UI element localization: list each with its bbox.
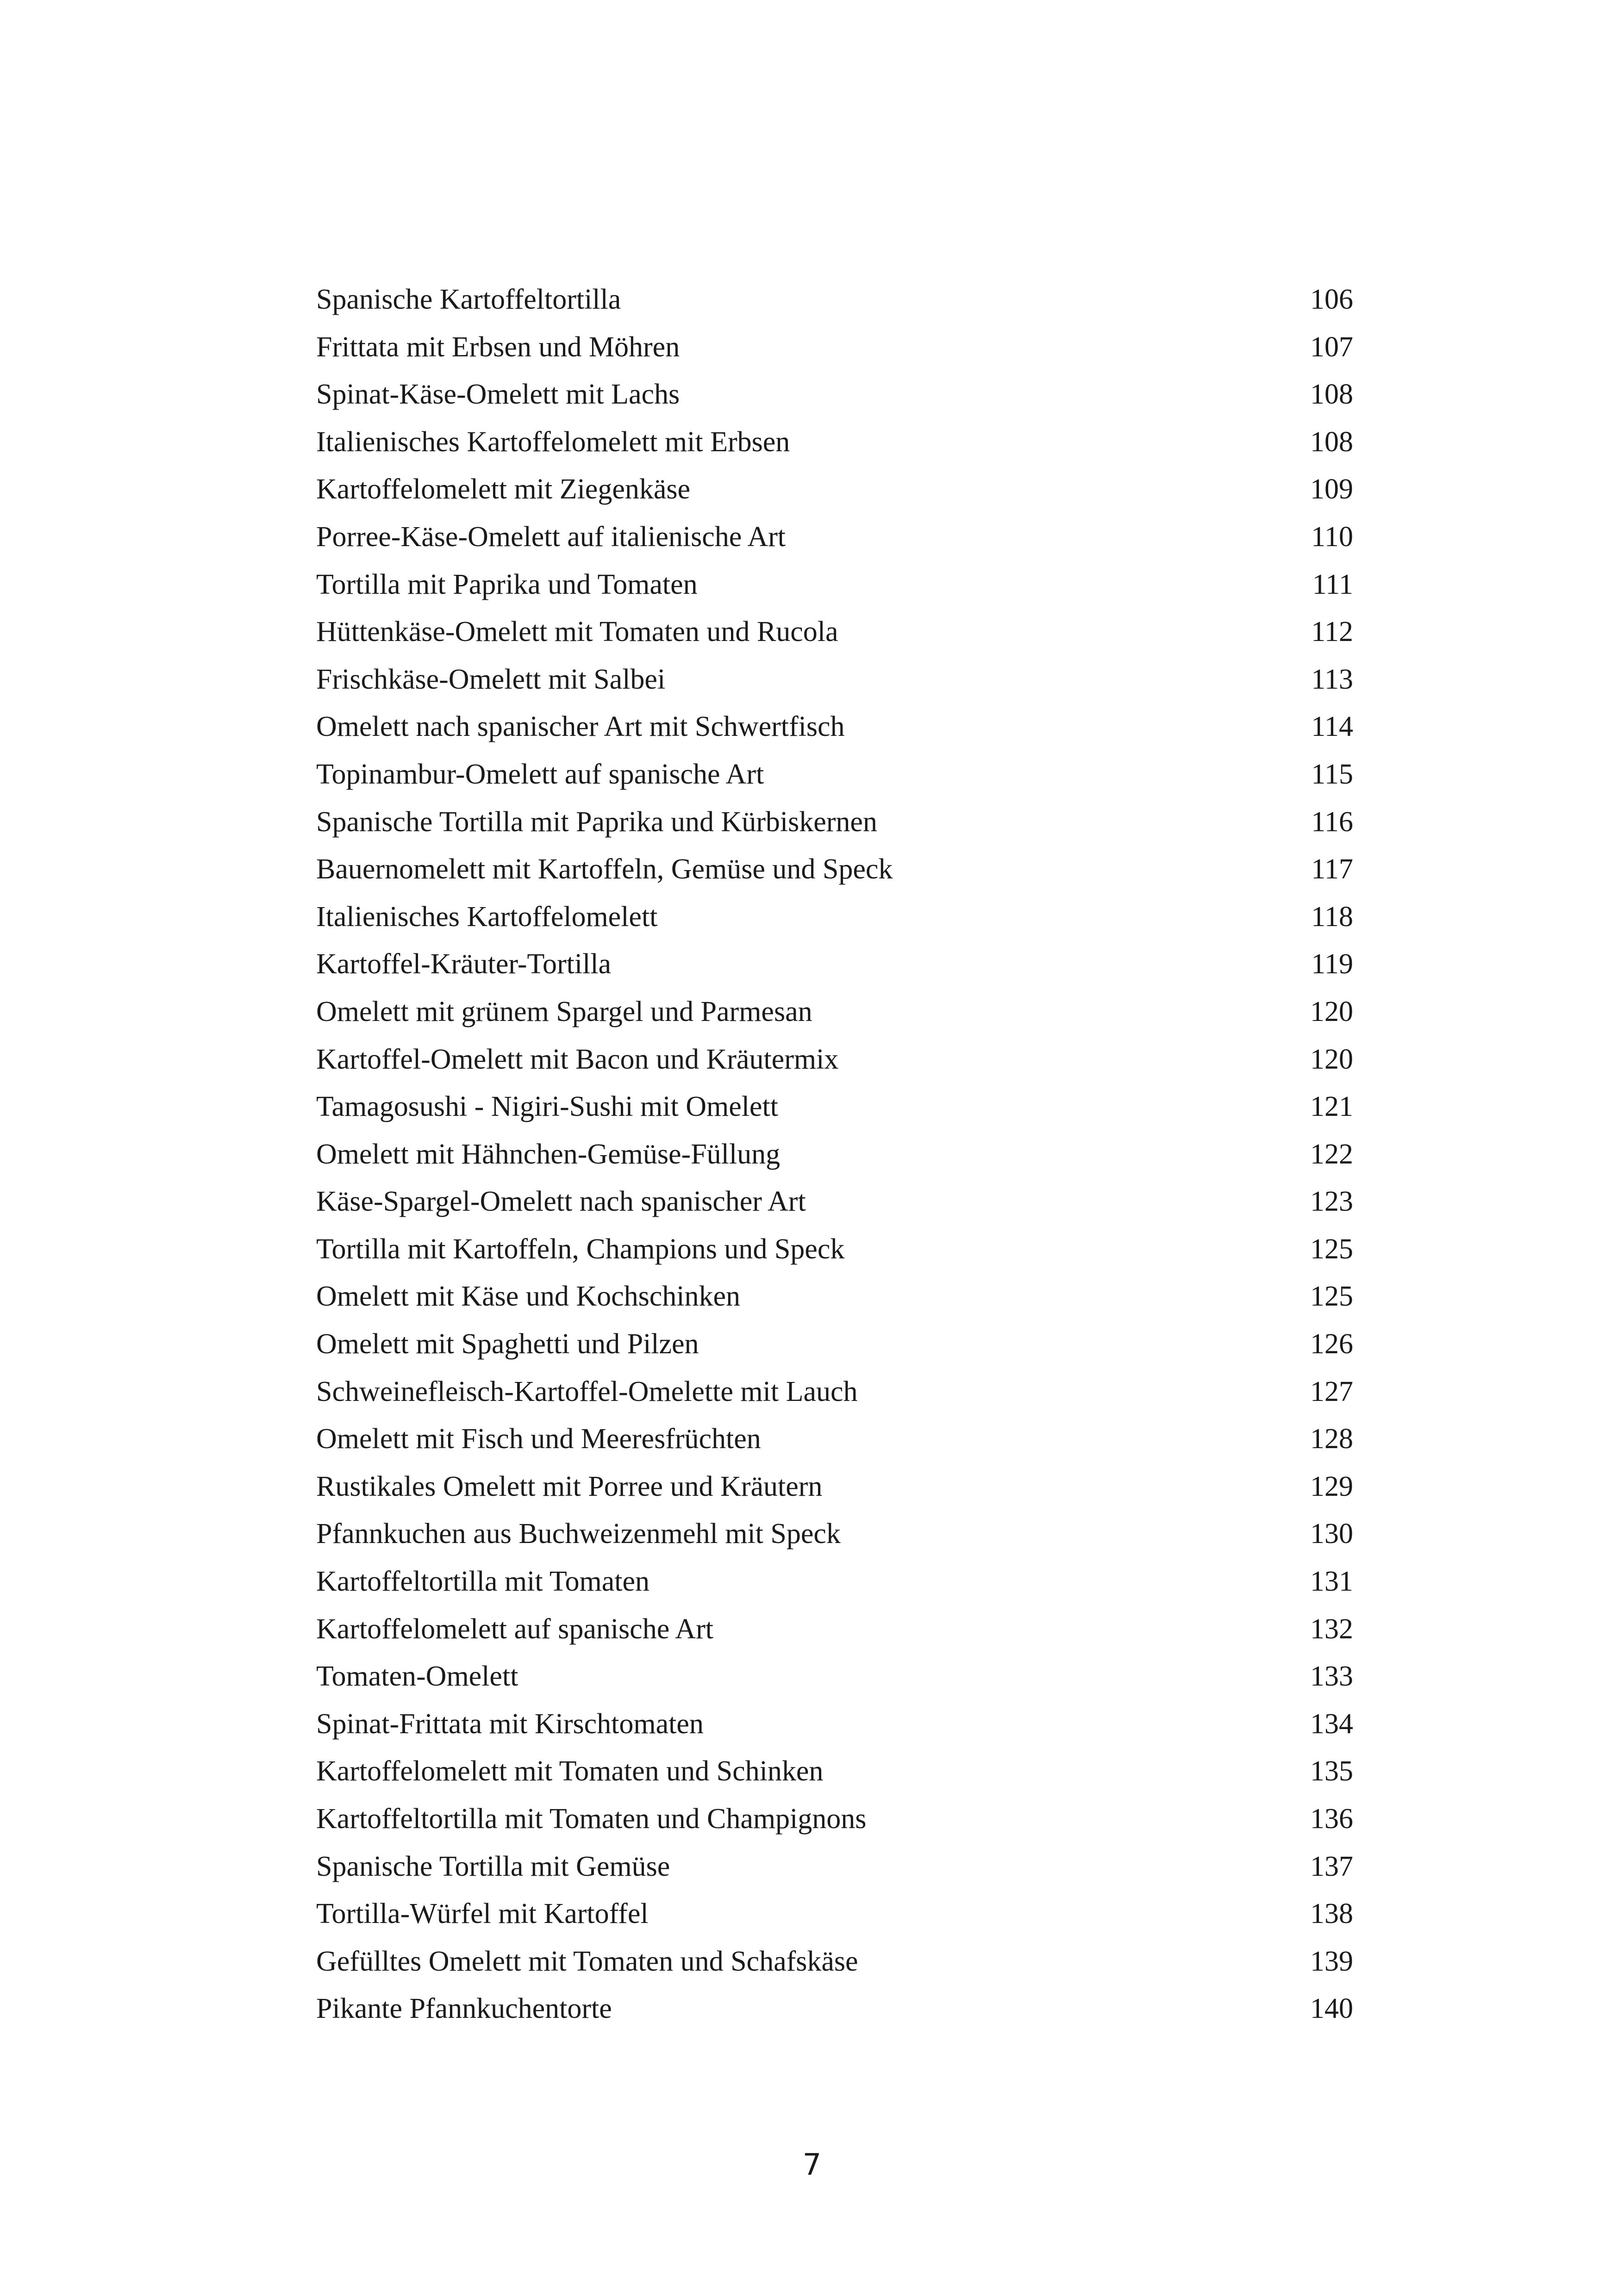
toc-entry-page: 137 (1310, 1850, 1353, 1882)
toc-entry-page: 133 (1310, 1661, 1353, 1692)
toc-entry-title: Pfannkuchen aus Buchweizenmehl mit Speck (316, 1518, 841, 1550)
toc-entry-title: Schweinefleisch-Kartoffel-Omelette mit Lauch (316, 1375, 858, 1407)
toc-entry (316, 418, 1353, 466)
toc-entry-title: Italienisches Kartoffelomelett (316, 901, 658, 933)
toc-entry (316, 1985, 1353, 2033)
toc-entry (316, 1463, 1353, 1511)
toc-entry-title: Tamagosushi - Nigiri-Sushi mit Omelett (316, 1091, 778, 1123)
toc-entry-title: Omelett mit Hähnchen-Gemüse-Füllung (316, 1138, 781, 1170)
toc-entry-page: 138 (1310, 1898, 1353, 1930)
toc-entry-title: Kartoffelomelett auf spanische Art (316, 1613, 713, 1645)
toc-entry-title: Omelett mit Spaghetti und Pilzen (316, 1328, 699, 1360)
toc-entry-title: Kartoffel-Omelett mit Bacon und Kräutermix (316, 1043, 839, 1075)
toc-entry-page: 129 (1310, 1470, 1353, 1502)
toc-entry-page: 132 (1310, 1613, 1353, 1645)
toc-entry (316, 1700, 1353, 1748)
toc-entry-title: Kartoffeltortilla mit Tomaten und Champignons (316, 1803, 867, 1835)
toc-entry-page: 139 (1310, 1945, 1353, 1977)
toc-entry-page: 120 (1310, 1043, 1353, 1075)
toc-entry-page: 106 (1310, 284, 1353, 315)
toc-entry-title: Pikante Pfannkuchentorte (316, 1993, 612, 2025)
toc-entry-title: Tortilla mit Paprika und Tomaten (316, 568, 698, 600)
toc-entry-title: Bauernomelett mit Kartoffeln, Gemüse und Speck (316, 853, 893, 885)
toc-entry-page: 127 (1310, 1375, 1353, 1407)
toc-entry (316, 1273, 1353, 1320)
toc-entry (316, 1415, 1353, 1463)
toc-entry (316, 1131, 1353, 1178)
toc-entry-page: 109 (1310, 473, 1353, 505)
toc-entry (316, 1653, 1353, 1700)
toc-entry-page: 125 (1310, 1233, 1353, 1265)
toc-entry-title: Kartoffelomelett mit Ziegenkäse (316, 473, 690, 505)
toc-entry (316, 324, 1353, 371)
toc-entry (316, 1843, 1353, 1891)
toc-entry-title: Spanische Tortilla mit Gemüse (316, 1850, 670, 1882)
toc-entry (316, 371, 1353, 418)
page-number: 7 (802, 2148, 822, 2182)
toc-entry (316, 276, 1353, 324)
toc-entry-title: Spinat-Frittata mit Kirschtomaten (316, 1708, 704, 1740)
toc-entry-title: Spinat-Käse-Omelett mit Lachs (316, 379, 680, 411)
toc-entry (316, 1558, 1353, 1605)
toc-entry (316, 1036, 1353, 1083)
toc-entry-title: Italienisches Kartoffelomelett mit Erbsen (316, 426, 790, 458)
toc-entry-page: 130 (1310, 1518, 1353, 1550)
toc-entry (316, 466, 1353, 513)
toc-entry-title: Tomaten-Omelett (316, 1661, 518, 1692)
toc-entry-title: Omelett mit Fisch und Meeresfrüchten (316, 1423, 761, 1455)
toc-entry (316, 1320, 1353, 1368)
toc-entry-title: Gefülltes Omelett mit Tomaten und Schafskäse (316, 1945, 858, 1977)
toc-entry (316, 608, 1353, 656)
toc-entry (316, 940, 1353, 988)
toc-entry-page: 112 (1311, 616, 1353, 648)
toc-entry (316, 1605, 1353, 1653)
toc-entry-page: 108 (1310, 379, 1353, 411)
toc-entry (316, 1178, 1353, 1226)
toc-entry-page: 117 (1311, 853, 1353, 885)
toc-entry (316, 703, 1353, 751)
toc-entry (316, 798, 1353, 846)
toc-entry (316, 893, 1353, 941)
toc-entry-page: 125 (1310, 1281, 1353, 1313)
toc-entry (316, 988, 1353, 1036)
toc-entry (316, 1938, 1353, 1985)
toc-entry-page: 128 (1310, 1423, 1353, 1455)
toc-entry-title: Kartoffeltortilla mit Tomaten (316, 1566, 650, 1598)
toc-entry (316, 1890, 1353, 1938)
toc-entry-page: 131 (1310, 1566, 1353, 1598)
toc-entry-page: 121 (1310, 1091, 1353, 1123)
toc-entry-title: Tortilla-Würfel mit Kartoffel (316, 1898, 649, 1930)
toc-entry-page: 126 (1310, 1328, 1353, 1360)
toc-entry-title: Omelett mit grünem Spargel und Parmesan (316, 996, 812, 1027)
toc-entry-page: 108 (1310, 426, 1353, 458)
toc-entry (316, 1748, 1353, 1795)
toc-entry-page: 111 (1312, 568, 1353, 600)
toc-entry-title: Omelett nach spanischer Art mit Schwertfisch (316, 711, 845, 743)
toc-entry-title: Käse-Spargel-Omelett nach spanischer Art (316, 1186, 806, 1218)
toc-entry (316, 1368, 1353, 1416)
toc-entry (316, 561, 1353, 609)
toc-entry (316, 1083, 1353, 1131)
toc-entry-title: Kartoffel-Kräuter-Tortilla (316, 948, 612, 980)
toc-entry (316, 1226, 1353, 1273)
toc-entry-page: 136 (1310, 1803, 1353, 1835)
toc-entry (316, 846, 1353, 893)
toc-entry-page: 135 (1310, 1755, 1353, 1787)
toc-entry-title: Hüttenkäse-Omelett mit Tomaten und Rucola (316, 616, 838, 648)
toc-entry-page: 113 (1311, 663, 1353, 695)
toc-entry (316, 513, 1353, 561)
toc-entry-page: 110 (1311, 521, 1353, 553)
toc-entry-title: Omelett mit Käse und Kochschinken (316, 1281, 741, 1313)
toc-entry-page: 115 (1311, 758, 1353, 790)
toc-entry-page: 140 (1310, 1993, 1353, 2025)
toc-entry-title: Rustikales Omelett mit Porree und Kräutern (316, 1470, 823, 1502)
toc-entry (316, 751, 1353, 798)
toc-entry-title: Kartoffelomelett mit Tomaten und Schinken (316, 1755, 824, 1787)
toc-entry-page: 134 (1310, 1708, 1353, 1740)
toc-entry-title: Frittata mit Erbsen und Möhren (316, 331, 680, 363)
toc-entry (316, 1510, 1353, 1558)
toc-entry-page: 122 (1310, 1138, 1353, 1170)
toc-entry-title: Frischkäse-Omelett mit Salbei (316, 663, 666, 695)
toc-entry (316, 1795, 1353, 1843)
toc-entry-page: 116 (1311, 806, 1353, 838)
toc-entry-title: Spanische Tortilla mit Paprika und Kürbiskernen (316, 806, 877, 838)
toc-entry-title: Spanische Kartoffeltortilla (316, 284, 621, 315)
toc-entry-page: 118 (1311, 901, 1353, 933)
toc-entry-title: Topinambur-Omelett auf spanische Art (316, 758, 764, 790)
toc-entry-page: 119 (1311, 948, 1353, 980)
toc-entry-page: 107 (1310, 331, 1353, 363)
toc-entry-title: Porree-Käse-Omelett auf italienische Art (316, 521, 786, 553)
toc-entry-page: 123 (1310, 1186, 1353, 1218)
table-of-contents (316, 276, 1353, 2033)
toc-entry-page: 114 (1311, 711, 1353, 743)
toc-entry-title: Tortilla mit Kartoffeln, Champions und Speck (316, 1233, 845, 1265)
toc-entry (316, 656, 1353, 703)
toc-entry-page: 120 (1310, 996, 1353, 1027)
